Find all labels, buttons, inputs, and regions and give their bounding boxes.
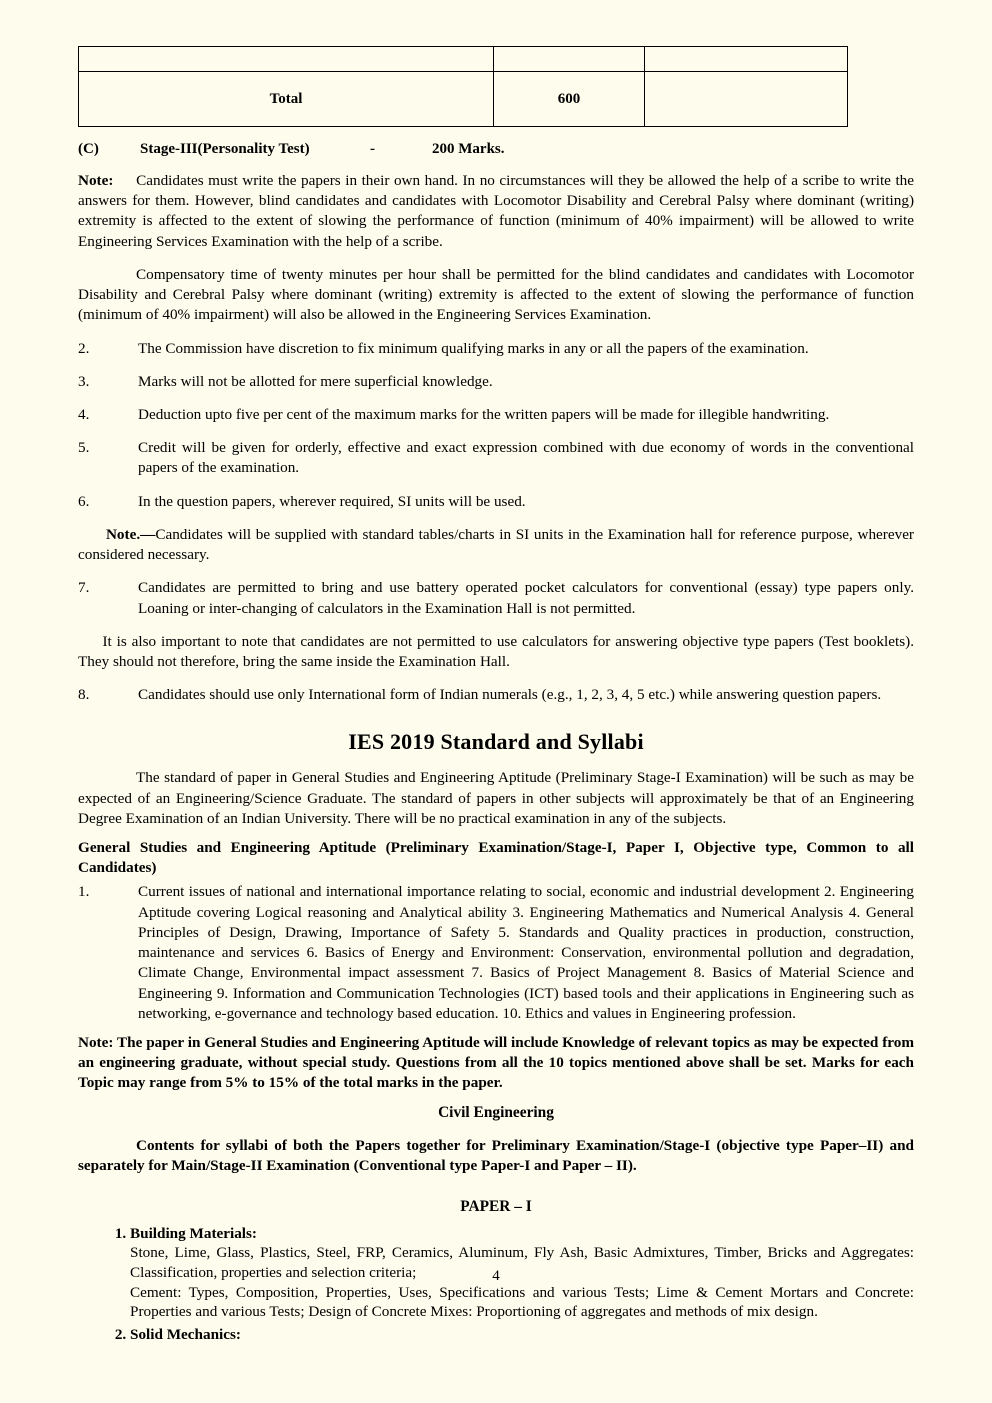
general-studies-heading: General Studies and Engineering Aptitude (Preliminary Examination/Stage-I, Paper I, Objective type, Common to all Candidates): [78, 839, 914, 877]
list-item: [78, 882, 914, 1024]
civil-engineering-heading: Civil Engineering: [438, 1103, 554, 1121]
syllabus-line: Cement: Types, Composition, Properties, Uses, Specifications and various Tests; Lime & Cement Mortars and Concrete: Properties and various Tests; Design of Concrete Mixes: Proportioning of aggregates and methods of mix design.: [130, 1283, 914, 1321]
list-item: [78, 372, 914, 392]
note-body: Candidates must write the papers in their own hand. In no circumstances will they be allowed the help of a scribe to write the answers for them. However, blind candidates and candidates with Locomotor Disability and Cerebral Palsy where dominant (writing) extremity is affected to the extent of slowing the performance of function (minimum of 40% impairment) will be allowed to write Engineering Services Examination with the help of a scribe.: [78, 172, 915, 250]
item-text: Deduction upto five per cent of the maximum marks for the written papers will be made for illegible handwriting.: [138, 405, 830, 423]
syllabus-title: Solid Mechanics:: [130, 1326, 241, 1344]
item-text: Candidates are permitted to bring and use battery operated pocket calculators for conventional (essay) type papers only. Loaning or inter-changing of calculators in the Examination Hall is not permitted.: [138, 579, 914, 617]
calculator-note-text: It is also important to note that candidates are not permitted to use calculators for answering objective type papers (Test booklets). They should not therefore, bring the same inside the Examination Hall.: [78, 632, 915, 670]
contents-syllabi-paragraph: Contents for syllabi of both the Papers together for Preliminary Examination/Stage-I (objective type Paper–II) and separately for Main/Stage-II Examination (Conventional type Paper-I and Paper – II).: [78, 1137, 914, 1175]
list-item: [78, 405, 914, 425]
item-text: The Commission have discretion to fix minimum qualifying marks in any or all the papers of the examination.: [138, 339, 809, 357]
page-number: 4: [492, 1268, 500, 1284]
general-studies-note: Note: The paper in General Studies and Engineering Aptitude will include Knowledge of relevant topics as may be expected from an engineering graduate, without special study. Questions from all the 10 topics mentioned above shall be set. Marks for each Topic may range from 5% to 15% of the total marks in the paper.: [78, 1034, 914, 1092]
item-number: 1.: [78, 883, 90, 901]
list-item: [78, 438, 914, 478]
list-item: [130, 1326, 914, 1344]
item-number: 2.: [78, 339, 90, 357]
item-number: 3.: [78, 372, 90, 390]
list-item: [78, 685, 914, 705]
stage-three-dash: -: [370, 141, 375, 157]
cell-total-blank: [645, 72, 848, 127]
item-number: 5.: [78, 439, 90, 457]
stage-three-line: [78, 141, 914, 158]
item-text: In the question papers, wherever required, SI units will be used.: [138, 492, 526, 510]
cell-empty-1: [79, 47, 494, 72]
table-row-empty: [79, 47, 848, 72]
item-text: Current issues of national and international importance relating to social, economic and industrial development 2. Engineering Aptitude covering Logical reasoning and Analytical ability 3. Engineering Mathematics and Numerical Analysis 4. General Principles of Design, Drawing, Importance of Safety 5. Standards and Quality practices in production, construction, maintenance and services 6. Basics of Energy and Environment: Conservation, environmental pollution and degradation, Climate Change, Environmental impact assessment 7. Basics of Project Management 8. Basics of Material Science and Engineering 9. Information and Communication Technologies (ICT) based tools and their applications in Engineering such as networking, e-governance and technology based education. 10. Ethics and values in Engineering profession.: [138, 883, 914, 1022]
item-text: Credit will be given for orderly, effective and exact expression combined with due economy of words in the conventional papers of the examination.: [138, 439, 914, 477]
marks-table: [78, 46, 848, 127]
page-title: IES 2019 Standard and Syllabi: [348, 729, 644, 755]
list-item: [78, 492, 914, 512]
list-item: [78, 339, 914, 359]
paper-one-label: PAPER – I: [460, 1197, 532, 1215]
cell-empty-2: [494, 47, 645, 72]
item-number: 8.: [78, 686, 90, 704]
item-text: Marks will not be allotted for mere superficial knowledge.: [138, 372, 493, 390]
stage-three-text: Stage-III(Personality Test): [140, 141, 310, 157]
list-item: [78, 578, 914, 618]
note-si-label: Note.—: [105, 525, 156, 543]
item-text: Candidates should use only International form of Indian numerals (e.g., 1, 2, 3, 4, 5 etc.) while answering question papers.: [138, 686, 882, 704]
note-label: Note:: [78, 172, 114, 189]
stage-three-label: (C): [78, 141, 99, 157]
standard-of-paper-paragraph: The standard of paper in General Studies and Engineering Aptitude (Preliminary Stage-I Examination) will be such as may be expected of an Engineering/Science Graduate. The standard of papers in other subjects will approximately be that of an Engineering Degree Examination of an Indian University. There will be no practical examination in any of the subjects.: [78, 769, 914, 827]
note-candidates-own-hand: [78, 171, 914, 252]
compensatory-time-paragraph: Compensatory time of twenty minutes per hour shall be permitted for the blind candidates and candidates with Locomotor Disability and Cerebral Palsy where dominant (writing) extremity is affected to the extent of slowing the performance of function (minimum of 40% impairment) will also be allowed in the Engineering Services Examination.: [78, 265, 914, 324]
cell-total-label: Total: [79, 72, 494, 127]
table-row-total: [79, 72, 848, 127]
cell-empty-3: [645, 47, 848, 72]
item-number: 4.: [78, 405, 90, 423]
cell-total-marks: 600: [494, 72, 645, 127]
stage-three-marks: 200 Marks.: [432, 141, 505, 157]
syllabus-line: Stone, Lime, Glass, Plastics, Steel, FRP, Ceramics, Aluminum, Fly Ash, Basic Admixtures, Timber, Bricks and Aggregates: Classification, properties and selection criteria;: [130, 1244, 914, 1281]
note-si-units: [78, 525, 914, 565]
syllabus-title: Building Materials:: [130, 1225, 257, 1243]
calculator-note-paragraph: [78, 632, 914, 672]
item-number: 7.: [78, 579, 90, 597]
note-si-body: Candidates will be supplied with standard tables/charts in SI units in the Examination hall for reference purpose, wherever considered necessary.: [78, 525, 914, 564]
item-number: 6.: [78, 492, 90, 510]
